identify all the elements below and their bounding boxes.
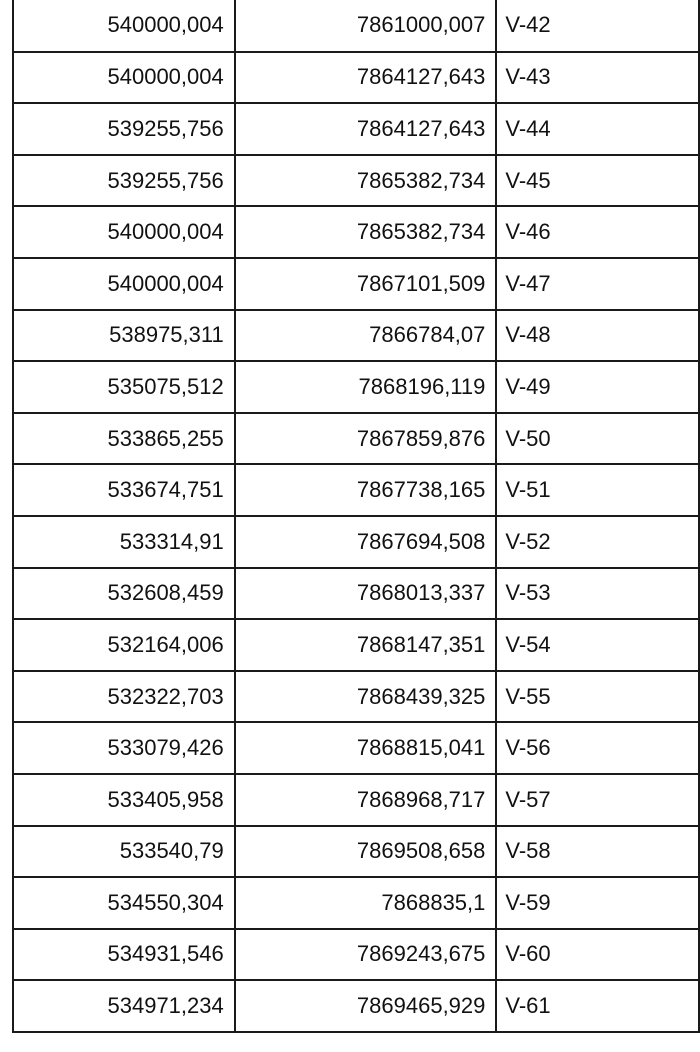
vertex-label-cell: V-48 — [496, 310, 699, 362]
easting-cell: 534550,304 — [13, 877, 235, 929]
vertex-label-cell: V-47 — [496, 258, 699, 310]
northing-cell: 7864127,643 — [235, 52, 497, 104]
northing-cell: 7864127,643 — [235, 103, 497, 155]
northing-cell: 7861000,007 — [235, 0, 497, 52]
easting-cell: 538975,311 — [13, 310, 235, 362]
vertex-label-cell: V-57 — [496, 774, 699, 826]
table-row — [13, 774, 699, 826]
northing-cell: 7865382,734 — [235, 206, 497, 258]
table-row — [13, 722, 699, 774]
easting-cell: 540000,004 — [13, 52, 235, 104]
table-row — [13, 413, 699, 465]
table-row — [13, 826, 699, 878]
table-row — [13, 671, 699, 723]
easting-cell: 540000,004 — [13, 258, 235, 310]
table-row — [13, 103, 699, 155]
vertex-label-cell: V-45 — [496, 155, 699, 207]
vertex-label-cell: V-43 — [496, 52, 699, 104]
vertex-label-cell: V-53 — [496, 568, 699, 620]
northing-cell: 7868815,041 — [235, 722, 497, 774]
easting-cell: 539255,756 — [13, 155, 235, 207]
vertex-label-cell: V-46 — [496, 206, 699, 258]
table-row — [13, 155, 699, 207]
table-row — [13, 464, 699, 516]
table-row — [13, 980, 699, 1032]
easting-cell: 540000,004 — [13, 0, 235, 52]
easting-cell: 532164,006 — [13, 619, 235, 671]
coordinates-table — [12, 0, 700, 1033]
table-row — [13, 206, 699, 258]
easting-cell: 533865,255 — [13, 413, 235, 465]
northing-cell: 7867101,509 — [235, 258, 497, 310]
northing-cell: 7868968,717 — [235, 774, 497, 826]
northing-cell: 7868013,337 — [235, 568, 497, 620]
easting-cell: 535075,512 — [13, 361, 235, 413]
table-row — [13, 568, 699, 620]
easting-cell: 533405,958 — [13, 774, 235, 826]
table-row — [13, 877, 699, 929]
table-row — [13, 52, 699, 104]
easting-cell: 539255,756 — [13, 103, 235, 155]
easting-cell: 534931,546 — [13, 929, 235, 981]
table-row — [13, 258, 699, 310]
northing-cell: 7868835,1 — [235, 877, 497, 929]
northing-cell: 7867738,165 — [235, 464, 497, 516]
northing-cell: 7868439,325 — [235, 671, 497, 723]
northing-cell: 7869508,658 — [235, 826, 497, 878]
vertex-label-cell: V-54 — [496, 619, 699, 671]
table-row — [13, 361, 699, 413]
easting-cell: 540000,004 — [13, 206, 235, 258]
northing-cell: 7867694,508 — [235, 516, 497, 568]
northing-cell: 7867859,876 — [235, 413, 497, 465]
vertex-label-cell: V-59 — [496, 877, 699, 929]
vertex-label-cell: V-61 — [496, 980, 699, 1032]
table-row — [13, 516, 699, 568]
easting-cell: 533314,91 — [13, 516, 235, 568]
northing-cell: 7869465,929 — [235, 980, 497, 1032]
easting-cell: 533079,426 — [13, 722, 235, 774]
table-row — [13, 929, 699, 981]
vertex-label-cell: V-50 — [496, 413, 699, 465]
northing-cell: 7865382,734 — [235, 155, 497, 207]
table-row — [13, 310, 699, 362]
vertex-label-cell: V-49 — [496, 361, 699, 413]
northing-cell: 7868196,119 — [235, 361, 497, 413]
northing-cell: 7869243,675 — [235, 929, 497, 981]
table-row — [13, 619, 699, 671]
easting-cell: 532322,703 — [13, 671, 235, 723]
vertex-label-cell: V-51 — [496, 464, 699, 516]
coordinates-table-body — [13, 0, 699, 1032]
vertex-label-cell: V-44 — [496, 103, 699, 155]
vertex-label-cell: V-58 — [496, 826, 699, 878]
vertex-label-cell: V-60 — [496, 929, 699, 981]
table-row — [13, 0, 699, 52]
vertex-label-cell: V-52 — [496, 516, 699, 568]
vertex-label-cell: V-56 — [496, 722, 699, 774]
vertex-label-cell: V-42 — [496, 0, 699, 52]
northing-cell: 7866784,07 — [235, 310, 497, 362]
northing-cell: 7868147,351 — [235, 619, 497, 671]
easting-cell: 533540,79 — [13, 826, 235, 878]
easting-cell: 533674,751 — [13, 464, 235, 516]
easting-cell: 532608,459 — [13, 568, 235, 620]
easting-cell: 534971,234 — [13, 980, 235, 1032]
vertex-label-cell: V-55 — [496, 671, 699, 723]
